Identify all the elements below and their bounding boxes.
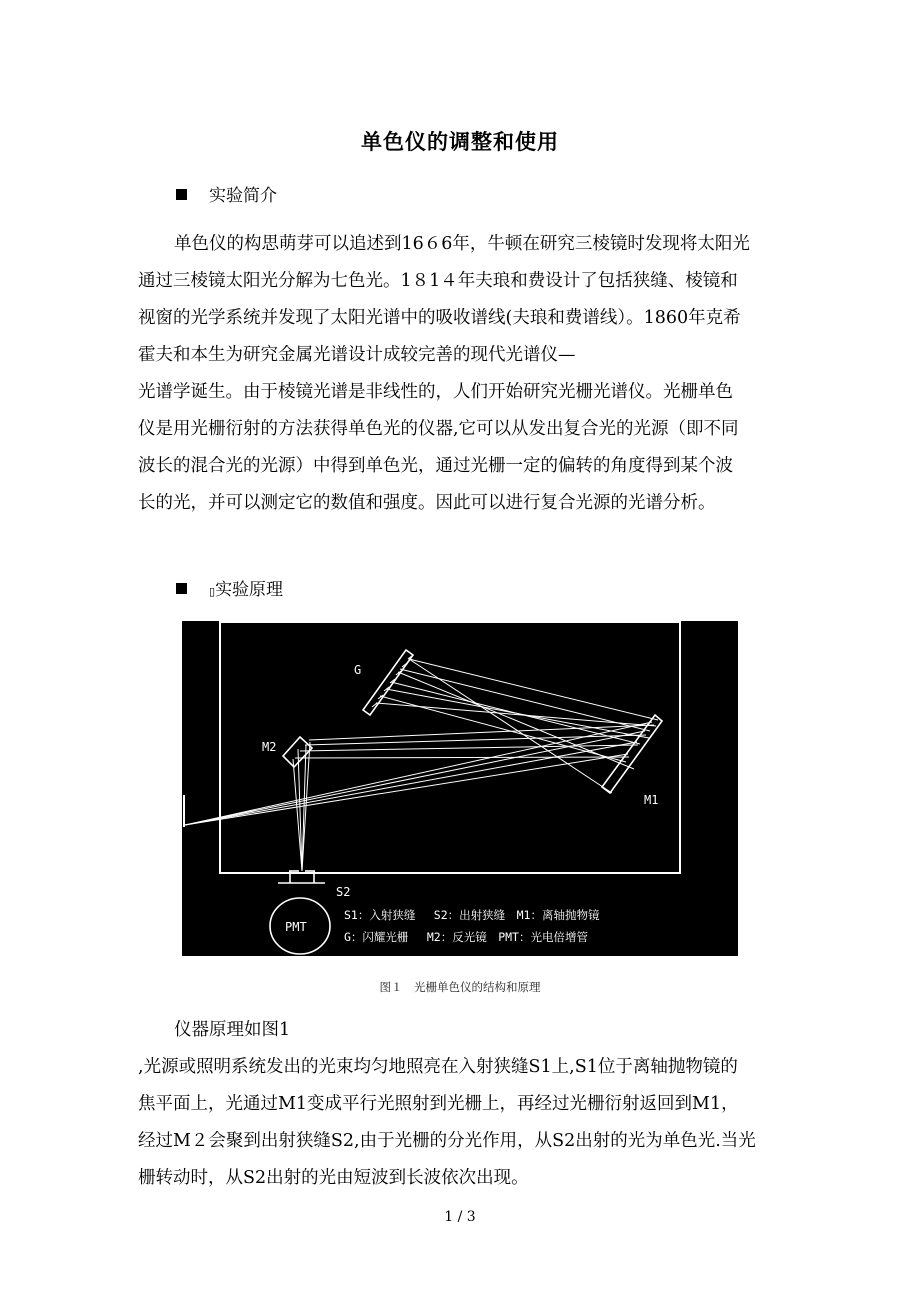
principle-line: 栅转动时，从S2出射的光由短波到长波依次出现。 bbox=[138, 1168, 529, 1188]
intro-paragraph bbox=[138, 226, 778, 522]
intro-line: 视窗的光学系统并发现了太阳光谱中的吸收谱线(夫琅和费谱线）。1860年克希 bbox=[138, 308, 741, 328]
principle-line: 仪器原理如图1 bbox=[174, 1020, 291, 1040]
intro-line: 霍夫和本生为研究金属光谱设计成较完善的现代光谱仪— bbox=[138, 345, 576, 365]
principle-line: 焦平面上，光通过M1变成平行光照射到光栅上，再经过光栅衍射返回到M1， bbox=[138, 1094, 739, 1114]
legend-line-2: G：闪耀光栅 M2：反光镜 PMT：光电倍增管 bbox=[344, 930, 588, 944]
label-m2: M2 bbox=[262, 740, 277, 754]
principle-line: 经过M２会聚到出射狭缝S2,由于光栅的分光作用，从S2出射的光为单色光.当光 bbox=[138, 1131, 756, 1151]
label-pmt: PMT bbox=[285, 920, 307, 934]
mirror-m2 bbox=[283, 737, 312, 767]
page-title: 单色仪的调整和使用 bbox=[361, 129, 559, 154]
monochromator-diagram-svg bbox=[182, 621, 738, 956]
intro-line: 仪是用光栅衍射的方法获得单色光的仪器,它可以从发出复合光的光源（即不同 bbox=[138, 419, 739, 439]
intro-line: 波长的混合光的光源）中得到单色光，通过光栅一定的偏转的角度得到某个波 bbox=[138, 456, 733, 476]
intro-line: 单色仪的构思萌芽可以追述到16６6年，牛顿在研究三棱镜时发现将太阳光 bbox=[174, 234, 750, 254]
label-s2: S2 bbox=[336, 885, 351, 899]
intro-line: 长的光，并可以测定它的数值和强度。因此可以进行复合光源的光谱分析。 bbox=[138, 493, 716, 513]
label-m1: M1 bbox=[644, 793, 659, 807]
intro-line: 光谱学诞生。由于棱镜光谱是非线性的，人们开始研究光栅光谱仪。光栅单色 bbox=[138, 382, 733, 402]
square-bullet-icon bbox=[176, 583, 187, 594]
section-heading-principle-text: 实验原理 bbox=[215, 580, 284, 600]
monochromator-diagram bbox=[182, 621, 738, 956]
square-bullet-icon bbox=[176, 189, 187, 200]
label-g: G bbox=[354, 663, 362, 677]
intro-line: 通过三棱镜太阳光分解为七色光。1８1４年夫琅和费设计了包括狭缝、棱镜和 bbox=[138, 271, 738, 291]
principle-line: ,光源或照明系统发出的光束均匀地照亮在入射狭缝S1上,S1位于离轴抛物镜的 bbox=[138, 1057, 738, 1077]
box-marker-icon: ▯ bbox=[209, 585, 216, 598]
section-heading-intro bbox=[176, 181, 277, 206]
section-heading-intro-text: 实验简介 bbox=[209, 186, 277, 206]
figure-caption: 图１ 光栅单色仪的结构和原理 bbox=[379, 980, 541, 994]
housing-outline bbox=[220, 622, 680, 873]
principle-paragraph bbox=[138, 1012, 778, 1197]
legend-line-1: S1：入射狭缝 S2：出射狭缝 M1：离轴抛物镜 bbox=[344, 908, 600, 922]
page-number: 1 / 3 bbox=[444, 1209, 476, 1225]
light-rays bbox=[185, 659, 658, 871]
section-heading-principle bbox=[176, 575, 283, 600]
